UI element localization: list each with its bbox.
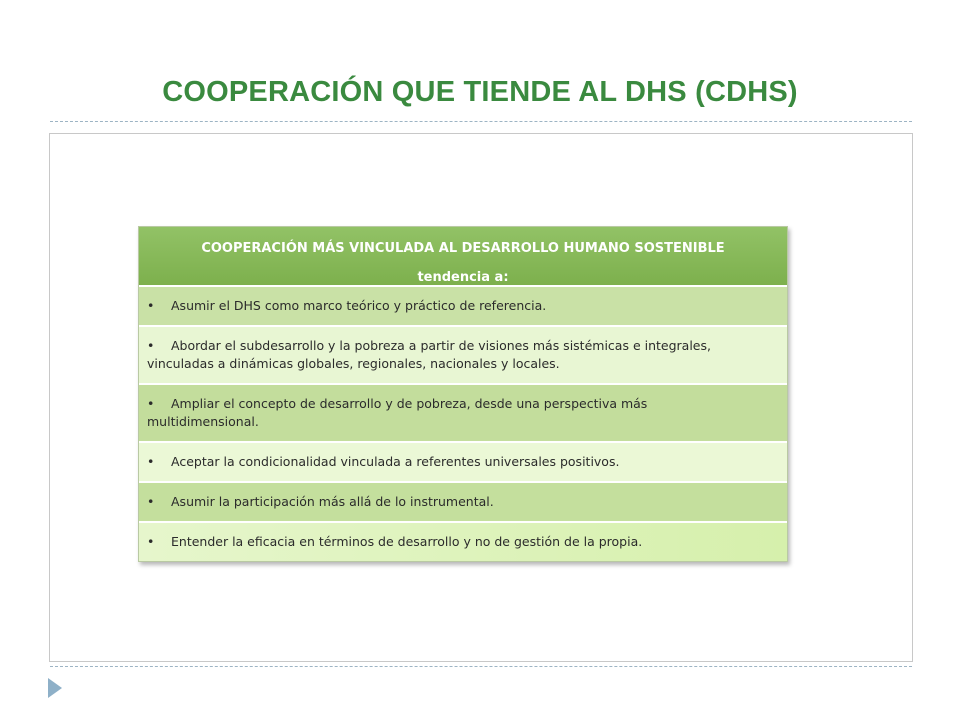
bullet: • (147, 534, 155, 549)
table-row (139, 383, 787, 441)
footer-divider (50, 666, 912, 667)
cdhs-table (138, 226, 788, 562)
row-text: Entender la eficacia en términos de desarrollo y no de gestión de la propia. (171, 534, 643, 549)
row-text-continued: multidimensional. (147, 414, 259, 429)
bullet: • (147, 494, 155, 509)
row-text: Ampliar el concepto de desarrollo y de pobreza, desde una perspectiva más (171, 396, 648, 411)
table-header-subtitle: tendencia a: (417, 270, 509, 285)
row-text: Asumir el DHS como marco teórico y práctico de referencia. (171, 298, 547, 313)
row-text: Aceptar la condicionalidad vinculada a referentes universales positivos. (171, 454, 620, 469)
row-text: Asumir la participación más allá de lo instrumental. (171, 494, 494, 509)
table-header (139, 227, 787, 285)
table-row (139, 521, 787, 561)
bullet: • (147, 396, 155, 411)
table-row (139, 441, 787, 481)
table-row (139, 481, 787, 521)
table-row (139, 325, 787, 383)
row-text-continued: vinculadas a dinámicas globales, regionales, nacionales y locales. (147, 356, 560, 371)
table-header-title: COOPERACIÓN MÁS VINCULADA AL DESARROLLO HUMANO SOSTENIBLE (201, 241, 725, 256)
triangle-right-icon[interactable] (48, 678, 62, 698)
row-text: Abordar el subdesarrollo y la pobreza a partir de visiones más sistémicas e integrales, (171, 338, 711, 353)
bullet: • (147, 338, 155, 353)
bullet: • (147, 298, 155, 313)
bullet: • (147, 454, 155, 469)
slide-title: COOPERACIÓN QUE TIENDE AL DHS (CDHS) (162, 76, 798, 108)
title-divider (50, 121, 912, 122)
